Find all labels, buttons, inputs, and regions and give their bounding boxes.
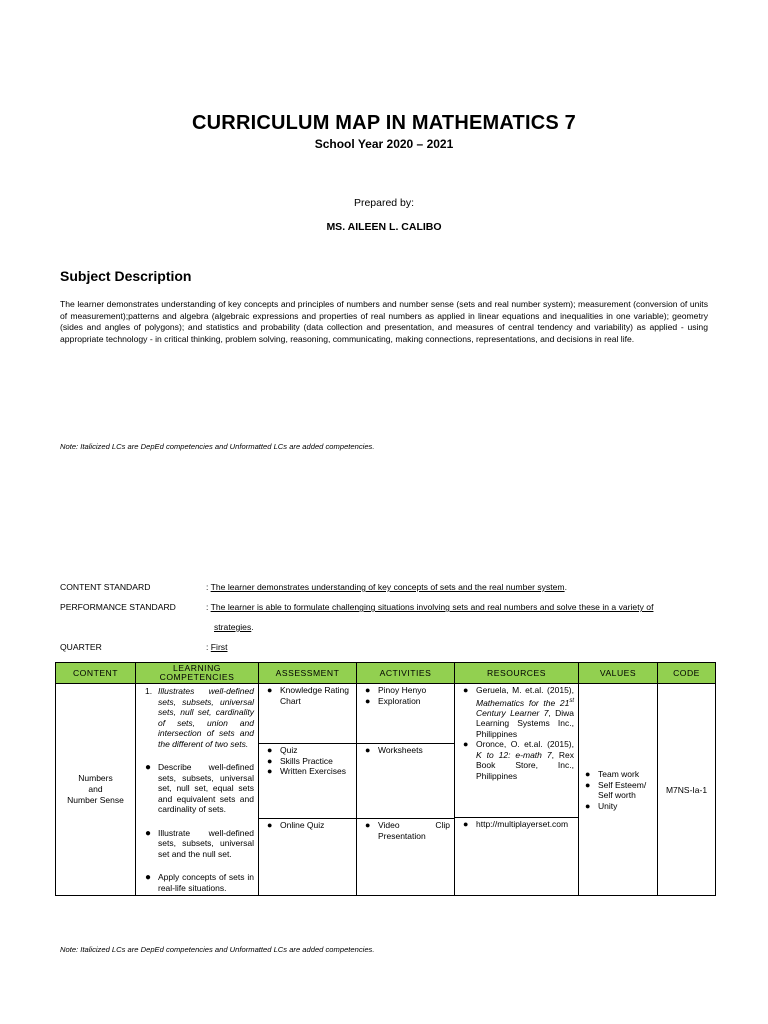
bullet-icon: ●	[267, 745, 273, 755]
activity-text: Video Clip Presentation	[378, 820, 450, 841]
header-values: VALUES	[579, 663, 658, 684]
content-line-3: Number Sense	[67, 795, 124, 805]
bullet-icon: ●	[463, 739, 469, 750]
list-item	[263, 820, 352, 831]
period: .	[251, 622, 254, 632]
header-lc-line1: LEARNING	[173, 663, 221, 673]
assessment-text: Quiz	[280, 745, 298, 755]
lc-text: Illustrates well-defined sets, subsets, universal sets, null set, cardinality of sets, union and intersection of sets and the different of two sets.	[158, 686, 254, 749]
resource-text: , Rex Book Store, Inc., Philippines	[476, 749, 575, 781]
content-standard-text: The learner demonstrates understanding of key concepts of sets and the real number system	[210, 582, 565, 592]
prepared-by-label: Prepared by:	[353, 197, 415, 209]
bullet-icon: ●	[463, 685, 469, 695]
colon: :	[206, 582, 211, 592]
assessment-text: Knowledge Rating Chart	[280, 685, 349, 706]
lc-item	[142, 872, 254, 893]
code-cell: M7NS-Ia-1	[658, 684, 716, 896]
performance-standard-label: PERFORMANCE STANDARD	[60, 602, 176, 612]
value-text: Team work	[598, 769, 640, 779]
assessment-text: Online Quiz	[280, 820, 325, 830]
list-item	[361, 820, 450, 841]
resources-block-1	[455, 684, 578, 817]
lc-item	[142, 762, 254, 815]
lc-item	[142, 686, 254, 749]
subject-description-heading: Subject Description	[60, 268, 192, 284]
performance-standard-text-1: The learner is able to formulate challenging situations involving sets and real numbers and solve these in a variety of	[210, 602, 654, 612]
bullet-icon: ●	[267, 766, 273, 776]
colon: :	[206, 602, 211, 612]
bullet-icon: ●	[145, 827, 152, 839]
list-item	[263, 685, 352, 706]
bullet-icon: ●	[267, 755, 273, 766]
quarter-value	[206, 642, 686, 652]
list-item	[361, 685, 450, 696]
assessment-text: Written Exercises	[280, 766, 346, 776]
table-row	[56, 684, 716, 896]
assessment-block-1	[259, 684, 356, 744]
bullet-icon: ●	[463, 819, 469, 829]
list-item	[581, 801, 653, 812]
resource-sup: st	[569, 697, 574, 704]
preparer-name: MS. AILEEN L. CALIBO	[326, 221, 442, 233]
bullet-icon: ●	[365, 695, 371, 706]
resource-text: Geruela, M. et.al. (2015),	[476, 685, 574, 695]
lc-text: Illustrate well-defined sets, subsets, universal set and the null set.	[158, 827, 254, 859]
assessment-block-3	[259, 819, 356, 831]
header-lc-line2: COMPETENCIES	[159, 672, 235, 682]
table-header-row	[56, 663, 716, 684]
content-line-1: Numbers	[78, 773, 113, 783]
header-resources: RESOURCES	[455, 663, 579, 684]
lc-text: Apply concepts of sets in real-life situations.	[158, 872, 254, 893]
value-text: Unity	[598, 800, 618, 811]
resource-text: Oronce, O. et.al. (2015),	[476, 739, 574, 750]
assessment-cell	[259, 684, 357, 896]
resource-link[interactable]: http://multiplayerset.com	[476, 819, 569, 829]
lc-item	[142, 828, 254, 860]
activities-block-3	[357, 819, 454, 841]
bullet-icon: ●	[365, 685, 371, 695]
note-bottom: Note: Italicized LCs are DepEd competencies and Unformatted LCs are added competencies.	[60, 945, 375, 954]
bullet-icon: ●	[585, 800, 591, 811]
resource-text: , Diwa Learning Systems Inc., Philippines	[476, 707, 574, 739]
list-item	[459, 685, 574, 739]
content-standard-value	[206, 582, 686, 592]
bullet-icon: ●	[267, 685, 273, 695]
list-item	[581, 780, 653, 801]
curriculum-map-table	[55, 662, 716, 896]
list-item	[459, 739, 574, 781]
school-year: School Year 2020 – 2021	[314, 137, 454, 151]
header-code: CODE	[658, 663, 716, 684]
resource-title: Mathematics for the 21	[476, 697, 570, 708]
subject-description-text: The learner demonstrates understanding of key concepts and principles of numbers and number sense (sets and real number system); measurement (conversion of units of measurement);patterns and algebra (algebraic expressions and properties of real numbers as applied in linear equations and inequalities in one variable); geometry (sides and angles of polygons); and statistics and probability (data collection and presentation, and measures of central tendency and variability) as applied - using appropriate technology - in critical thinking, problem solving, reasoning, communicating, making connections, representations, and decisions in real life.	[60, 299, 708, 344]
list-item	[581, 769, 653, 780]
content-line-2: and	[88, 784, 103, 794]
header-content: CONTENT	[56, 663, 136, 684]
value-text: Self Esteem/ Self worth	[598, 779, 647, 800]
performance-standard-text-2: strategies	[214, 622, 252, 632]
content-standard-label: CONTENT STANDARD	[60, 582, 151, 592]
bullet-icon: ●	[585, 769, 591, 779]
content-cell	[56, 684, 136, 896]
lc-number: 1.	[145, 686, 153, 696]
bullet-icon: ●	[145, 872, 152, 883]
quarter-label: QUARTER	[60, 642, 102, 652]
performance-standard-value	[206, 602, 686, 612]
resources-block-2	[455, 817, 578, 830]
bullet-icon: ●	[365, 820, 371, 830]
bullet-icon: ●	[267, 820, 273, 830]
list-item	[361, 745, 450, 756]
list-item	[459, 819, 574, 830]
bullet-icon: ●	[145, 762, 152, 773]
lc-text: Describe well-defined sets, subsets, universal set, null set, equal sets and equivalent sets and cardinality of sets.	[158, 762, 254, 814]
bullet-icon: ●	[585, 779, 591, 790]
activities-block-1	[357, 684, 454, 744]
period: .	[564, 582, 567, 592]
list-item	[263, 756, 352, 767]
assessment-block-2	[259, 744, 356, 819]
activity-text: Pinoy Henyo	[378, 685, 427, 695]
values-cell	[579, 684, 658, 896]
performance-standard-value-2	[214, 622, 694, 632]
assessment-text: Skills Practice	[280, 755, 333, 766]
resource-title: K to 12: e-math 7	[476, 749, 552, 760]
doc-title: CURRICULUM MAP IN MATHEMATICS 7	[192, 112, 576, 134]
header-activities: ACTIVITIES	[357, 663, 455, 684]
activity-text: Worksheets	[378, 745, 423, 755]
colon: :	[206, 642, 211, 652]
activities-block-2	[357, 744, 454, 819]
note-top: Note: Italicized LCs are DepEd competencies and Unformatted LCs are added competencies.	[60, 442, 375, 451]
quarter-text: First	[210, 642, 228, 652]
list-item	[263, 766, 352, 777]
activities-cell	[357, 684, 455, 896]
header-assessment: ASSESSMENT	[259, 663, 357, 684]
list-item	[263, 745, 352, 756]
bullet-icon: ●	[365, 745, 371, 755]
activity-text: Exploration	[378, 695, 421, 706]
list-item	[361, 696, 450, 707]
learning-competencies-cell	[136, 684, 259, 896]
resources-cell	[455, 684, 579, 896]
resource-title: Century Learner 7	[476, 707, 549, 718]
header-learning-competencies	[136, 663, 259, 684]
